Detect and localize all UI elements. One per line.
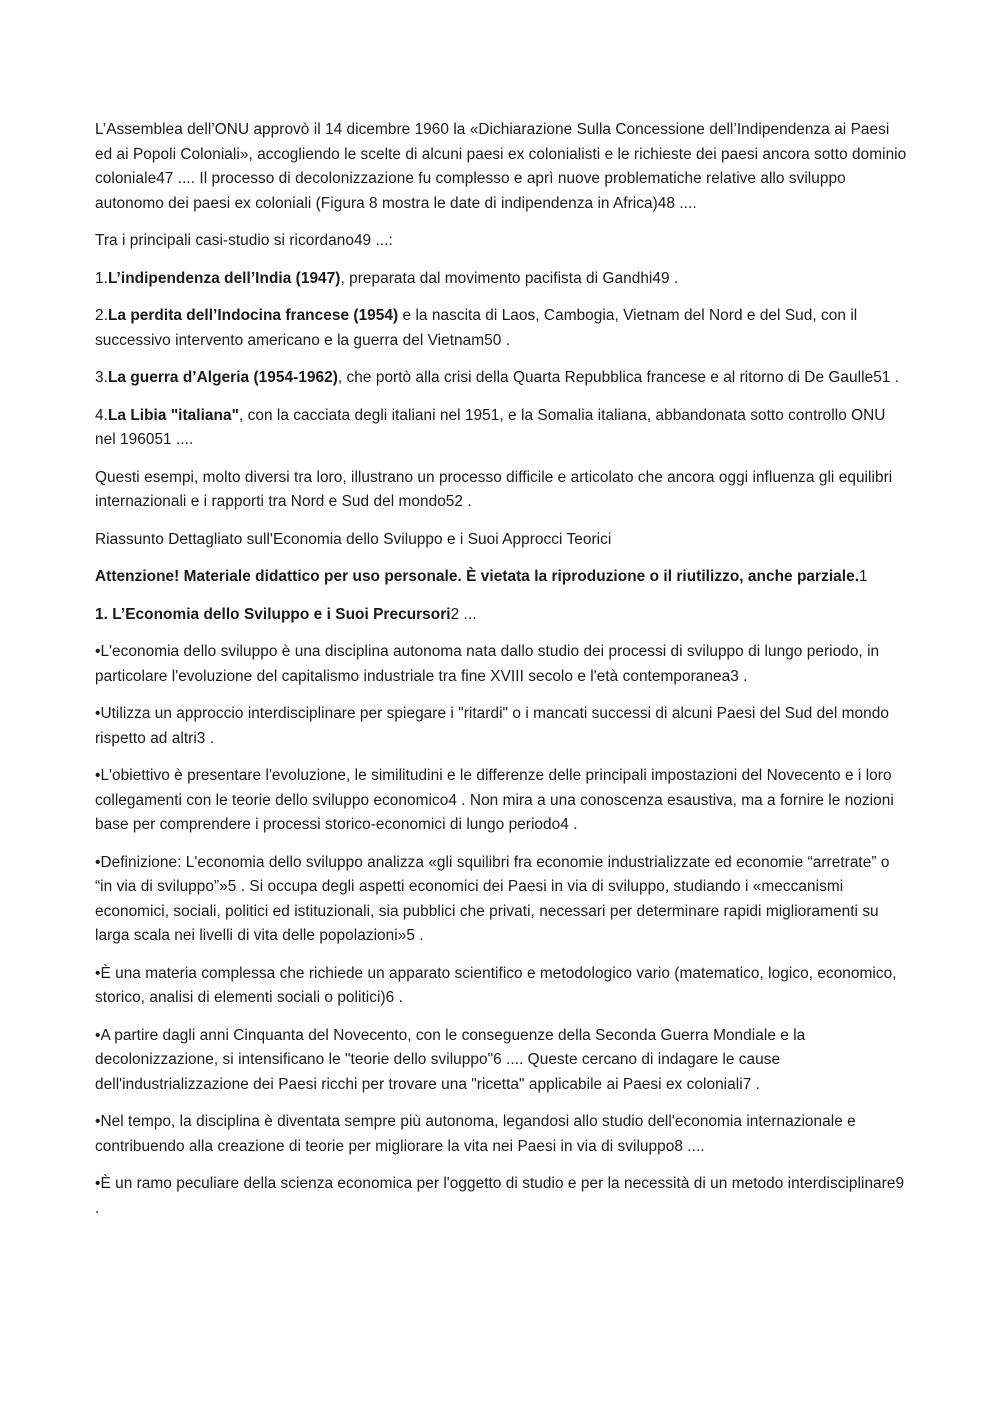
paragraph-text: •Utilizza un approccio interdisciplinare per spiegare i "ritardi" o i mancati successi di alcuni Paesi del Sud del mondo rispetto ad altri3 . (95, 705, 889, 747)
paragraph-text: •Definizione: L'economia dello sviluppo analizza «gli squilibri fra economie industrializzate ed economie “arretrate” o “in via di sviluppo”»5 . Si occupa degli aspetti economici dei Paesi in via di sviluppo, studiando i «meccanismi economici, sociali, politici ed istituzionali, sia pubblici che privati, necessari per determinare rapidi miglioramenti su larga scala nei livelli di vita delle popolazioni»5 . (95, 853, 890, 944)
paragraph-text: •L'obiettivo è presentare l'evoluzione, le similitudini e le differenze delle principali impostazioni del Novecento e i loro collegamenti con le teorie dello sviluppo economico4 . Non mira a una conoscenza esaustiva, ma a fornire le nozioni base per comprendere i processi storico-economici di lungo periodo4 . (95, 767, 894, 833)
item-text: , con la cacciata degli italiani nel 1951, e la Somalia italiana, abbandonata sotto controllo ONU nel 196051 .... (95, 406, 886, 448)
item-heading: La guerra d’Algeria (1954-1962) (107, 369, 338, 386)
bullet-paragraph (95, 702, 907, 751)
item-heading: La Libia "italiana" (107, 406, 239, 424)
paragraph-text: Riassunto Dettagliato sull'Economia dello Sviluppo e i Suoi Approcci Teorici (95, 530, 612, 548)
section-title: 1. L’Economia dello Sviluppo e i Suoi Precursori (95, 605, 451, 623)
copyright-notice (95, 565, 907, 590)
paragraph-text: •È un ramo peculiare della scienza economica per l'oggetto di studio e per la necessità di un metodo interdisciplinare9 . (95, 1175, 905, 1217)
bullet-paragraph (95, 962, 907, 1011)
bullet-paragraph (95, 1024, 907, 1098)
intro-paragraph (95, 118, 907, 216)
case-study-item (95, 404, 907, 453)
notice-bold-text: Attenzione! Materiale didattico per uso personale. È vietata la riproduzione o il riutilizzo, anche parziale. (95, 568, 860, 585)
footnote-ref: 2 ... (450, 605, 477, 623)
document-page (95, 118, 907, 1234)
paragraph-text: •Nel tempo, la disciplina è diventata sempre più autonoma, legandosi allo studio dell'economia internazionale e contribuendo alla creazione di teorie per migliorare la vita nei Paesi in via di sviluppo8 .... (95, 1113, 856, 1155)
item-number: 4. (95, 406, 108, 424)
item-number: 1. (95, 269, 108, 287)
bullet-paragraph (95, 1172, 907, 1221)
summary-title (95, 528, 907, 553)
case-study-item (95, 304, 907, 353)
item-heading: La perdita dell’Indocina francese (1954) (107, 307, 399, 324)
paragraph-text: Tra i principali casi-studio si ricordano49 ...: (95, 232, 393, 249)
section-heading (95, 603, 907, 628)
conclusion-paragraph (95, 466, 907, 515)
paragraph-text: L’Assemblea dell’ONU approvò il 14 dicembre 1960 la «Dichiarazione Sulla Concessione dell’Indipendenza ai Paesi ed ai Popoli Coloniali», accogliendo le scelte di alcuni paesi ex colonialisti e le richieste dei paesi ancora sotto dominio coloniale47 .... Il processo di decolonizzazione fu complesso e aprì nuove problematiche relative allo sviluppo autonomo dei paesi ex coloniali (Figura 8 mostra le date di indipendenza in Africa)48 .... (95, 121, 907, 212)
bullet-paragraph (95, 1110, 907, 1159)
paragraph-text: •A partire dagli anni Cinquanta del Novecento, con le conseguenze della Seconda Guerra Mondiale e la decolonizzazione, si intensificano le "teorie dello sviluppo"6 .... Queste cercano di indagare le cause dell'industrializzazione dei Paesi ricchi per trovare una "ricetta" applicabile ai Paesi ex coloniali7 . (95, 1026, 806, 1093)
bullet-paragraph (95, 764, 907, 838)
case-study-item (95, 366, 907, 391)
item-number: 2. (95, 307, 108, 324)
case-study-item (95, 267, 907, 292)
item-heading: L’indipendenza dell’India (1947) (107, 269, 341, 287)
bullet-paragraph (95, 851, 907, 949)
item-number: 3. (95, 369, 108, 386)
item-text: , preparata dal movimento pacifista di Gandhi49 . (340, 269, 679, 287)
paragraph-text: •L'economia dello sviluppo è una disciplina autonoma nata dallo studio dei processi di sviluppo di lungo periodo, in particolare l'evoluzione del capitalismo industriale tra fine XVIII secolo e l'età contemporanea3 . (95, 643, 880, 685)
bullet-paragraph (95, 640, 907, 689)
footnote-ref: 1 (859, 568, 868, 585)
paragraph-text: •È una materia complessa che richiede un apparato scientifico e metodologico vario (matematico, logico, economico, storico, analisi di elementi sociali o politici)6 . (95, 964, 897, 1006)
case-studies-intro (95, 229, 907, 254)
paragraph-text: Questi esempi, molto diversi tra loro, illustrano un processo difficile e articolato che ancora oggi influenza gli equilibri internazionali e i rapporti tra Nord e Sud del mondo52 . (95, 468, 893, 510)
item-text: e la nascita di Laos, Cambogia, Vietnam del Nord e del Sud, con il successivo intervento americano e la guerra del Vietnam50 . (95, 307, 858, 349)
item-text: , che portò alla crisi della Quarta Repubblica francese e al ritorno di De Gaulle51 . (337, 369, 900, 386)
